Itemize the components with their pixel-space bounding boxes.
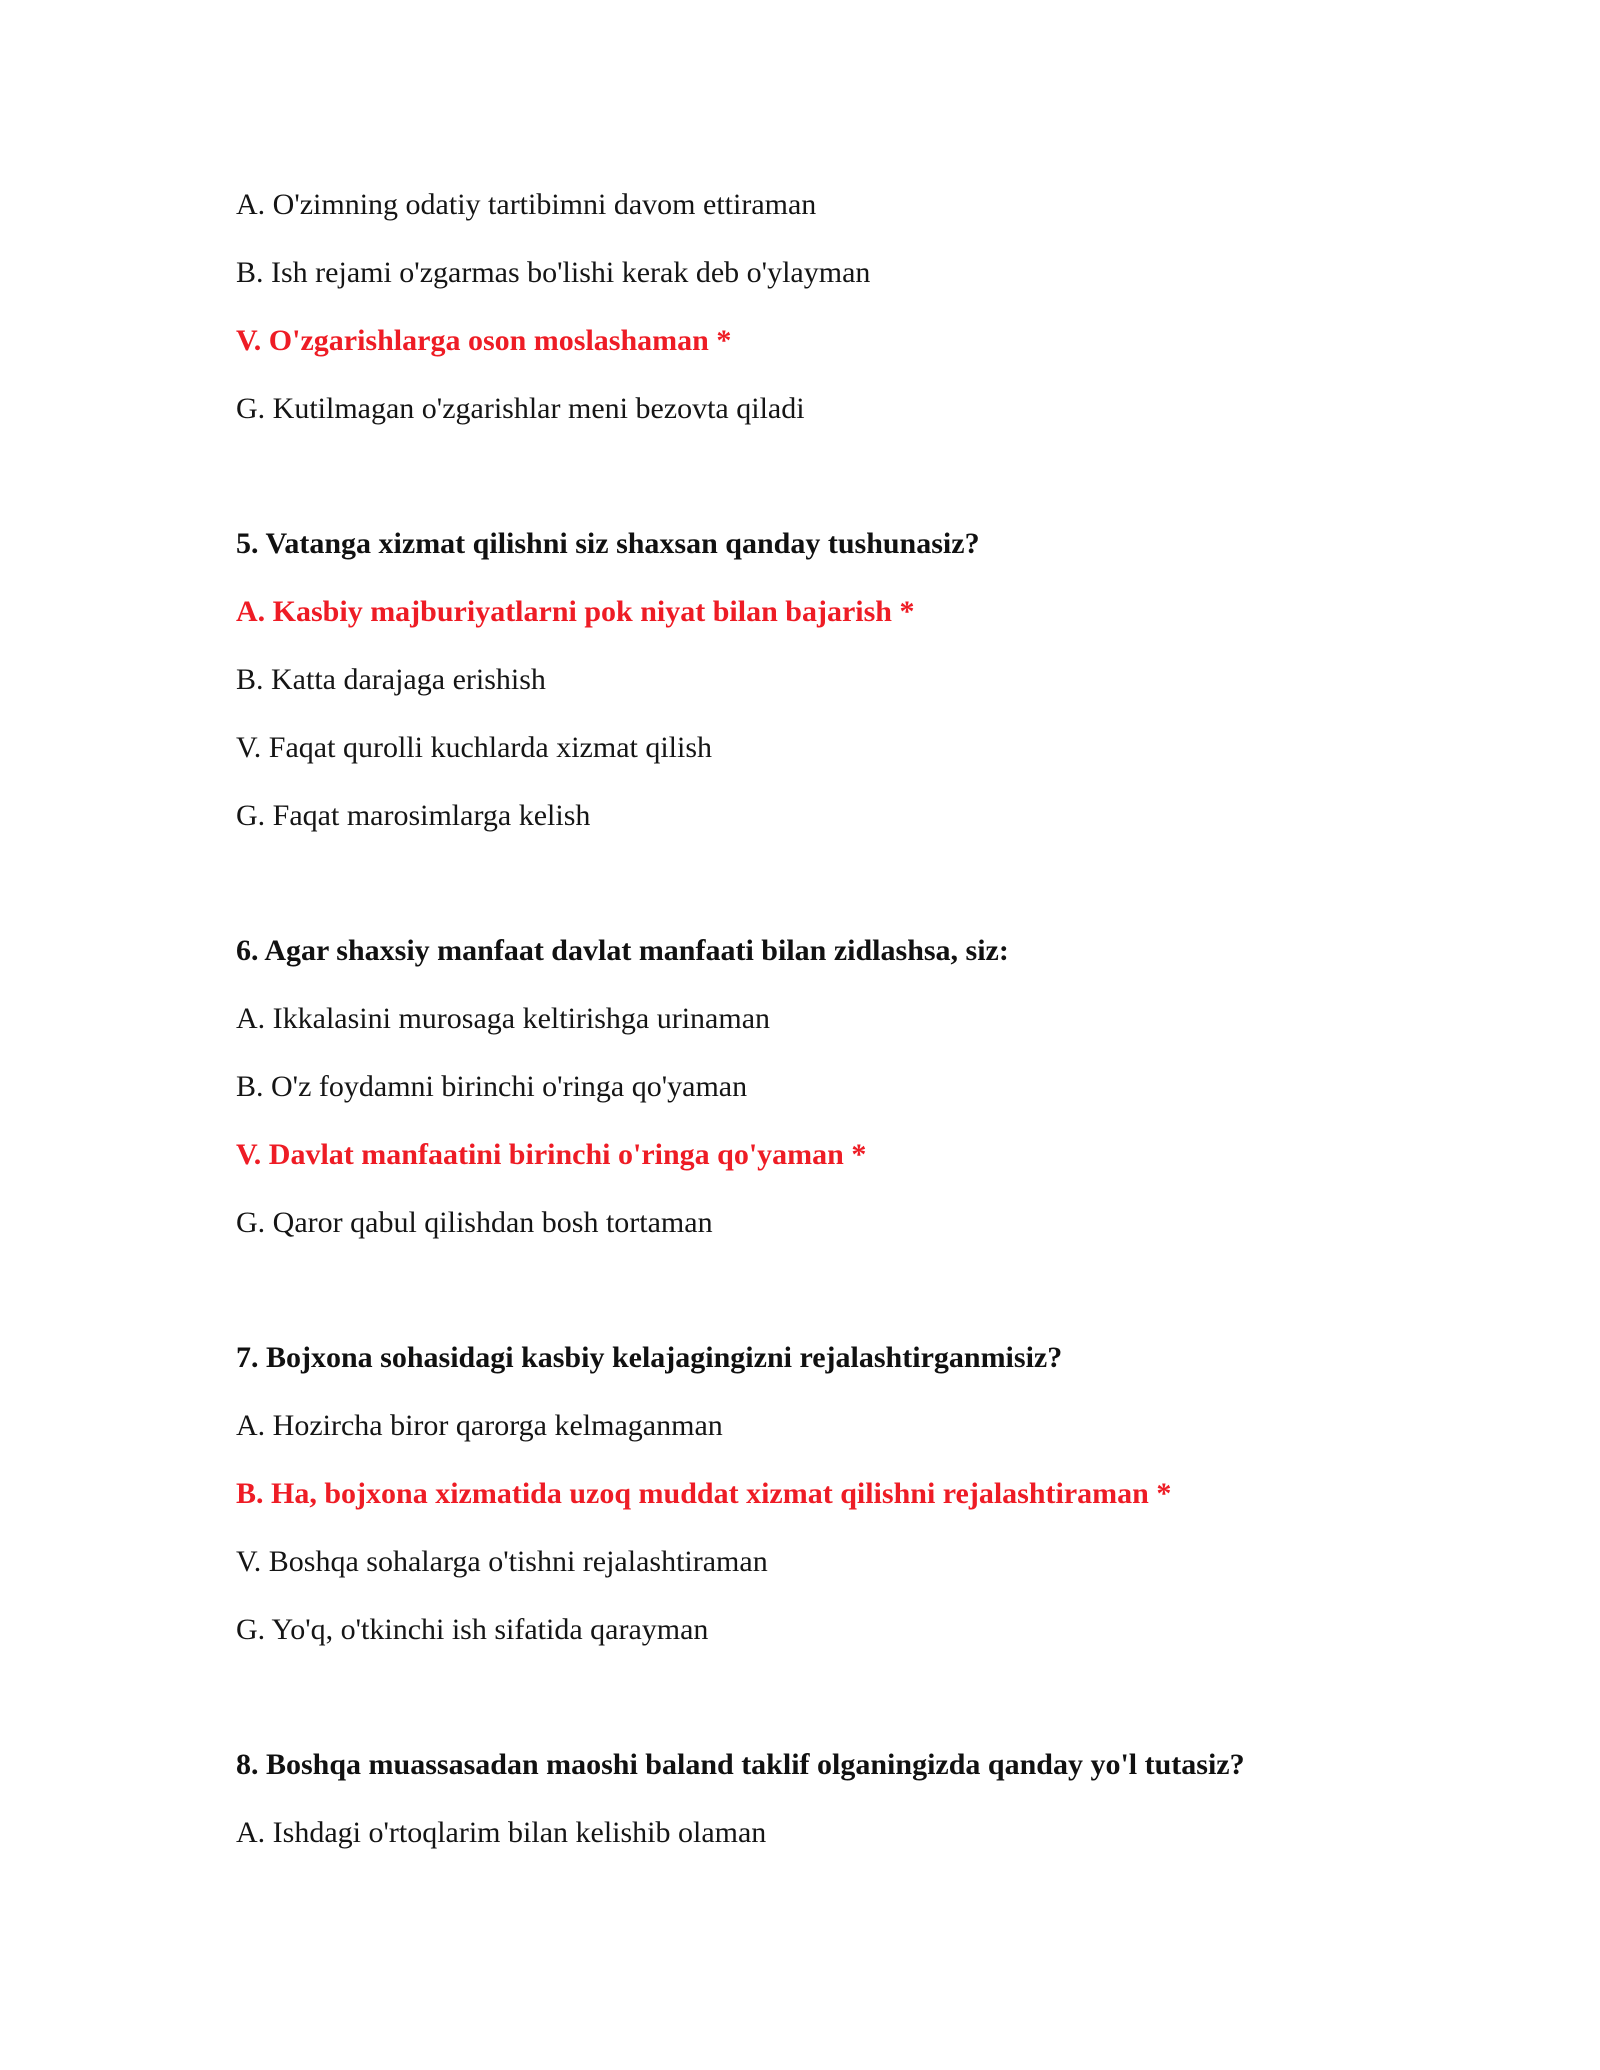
option-0-b: B. Ish rejami o'zgarmas bo'lishi kerak deb o'ylayman [236, 256, 871, 289]
spacer [236, 448, 1436, 515]
option-7-g: G. Yo'q, o'tkinchi ish sifatida qarayman [236, 1613, 709, 1646]
correct-option-6-v: V. Davlat manfaatini birinchi o'ringa qo'yaman * [236, 1138, 867, 1171]
option-7-a: A. Hozircha biror qarorga kelmaganman [236, 1409, 723, 1442]
option-6-a: A. Ikkalasini murosaga keltirishga urinaman [236, 1002, 771, 1035]
spacer [236, 1669, 1436, 1736]
option-6-g: G. Qaror qabul qilishdan bosh tortaman [236, 1206, 713, 1239]
correct-option-5-a: A. Kasbiy majburiyatlarni pok niyat bilan bajarish * [236, 595, 915, 628]
quiz-content [236, 176, 1436, 1872]
question-8: 8. Boshqa muassasadan maoshi baland taklif olganingizda qanday yo'l tutasiz? [236, 1748, 1245, 1781]
option-8-a: A. Ishdagi o'rtoqlarim bilan kelishib olaman [236, 1816, 767, 1849]
option-5-v: V. Faqat qurolli kuchlarda xizmat qilish [236, 731, 713, 764]
option-6-b: B. O'z foydamni birinchi o'ringa qo'yaman [236, 1070, 748, 1103]
spacer [236, 855, 1436, 922]
option-0-g: G. Kutilmagan o'zgarishlar meni bezovta qiladi [236, 392, 805, 425]
correct-option-7-b: B. Ha, bojxona xizmatida uzoq muddat xizmat qilishni rejalashtiraman * [236, 1477, 1172, 1510]
question-6: 6. Agar shaxsiy manfaat davlat manfaati bilan zidlashsa, siz: [236, 934, 1009, 967]
option-7-v: V. Boshqa sohalarga o'tishni rejalashtiraman [236, 1545, 768, 1578]
spacer [236, 1262, 1436, 1329]
option-5-b: B. Katta darajaga erishish [236, 663, 546, 696]
correct-option-0-v: V. O'zgarishlarga oson moslashaman * [236, 324, 732, 357]
question-5: 5. Vatanga xizmat qilishni siz shaxsan qanday tushunasiz? [236, 527, 980, 560]
option-5-g: G. Faqat marosimlarga kelish [236, 799, 591, 832]
question-7: 7. Bojxona sohasidagi kasbiy kelajagingizni rejalashtirganmisiz? [236, 1341, 1063, 1374]
option-0-a: A. O'zimning odatiy tartibimni davom ettiraman [236, 188, 817, 221]
